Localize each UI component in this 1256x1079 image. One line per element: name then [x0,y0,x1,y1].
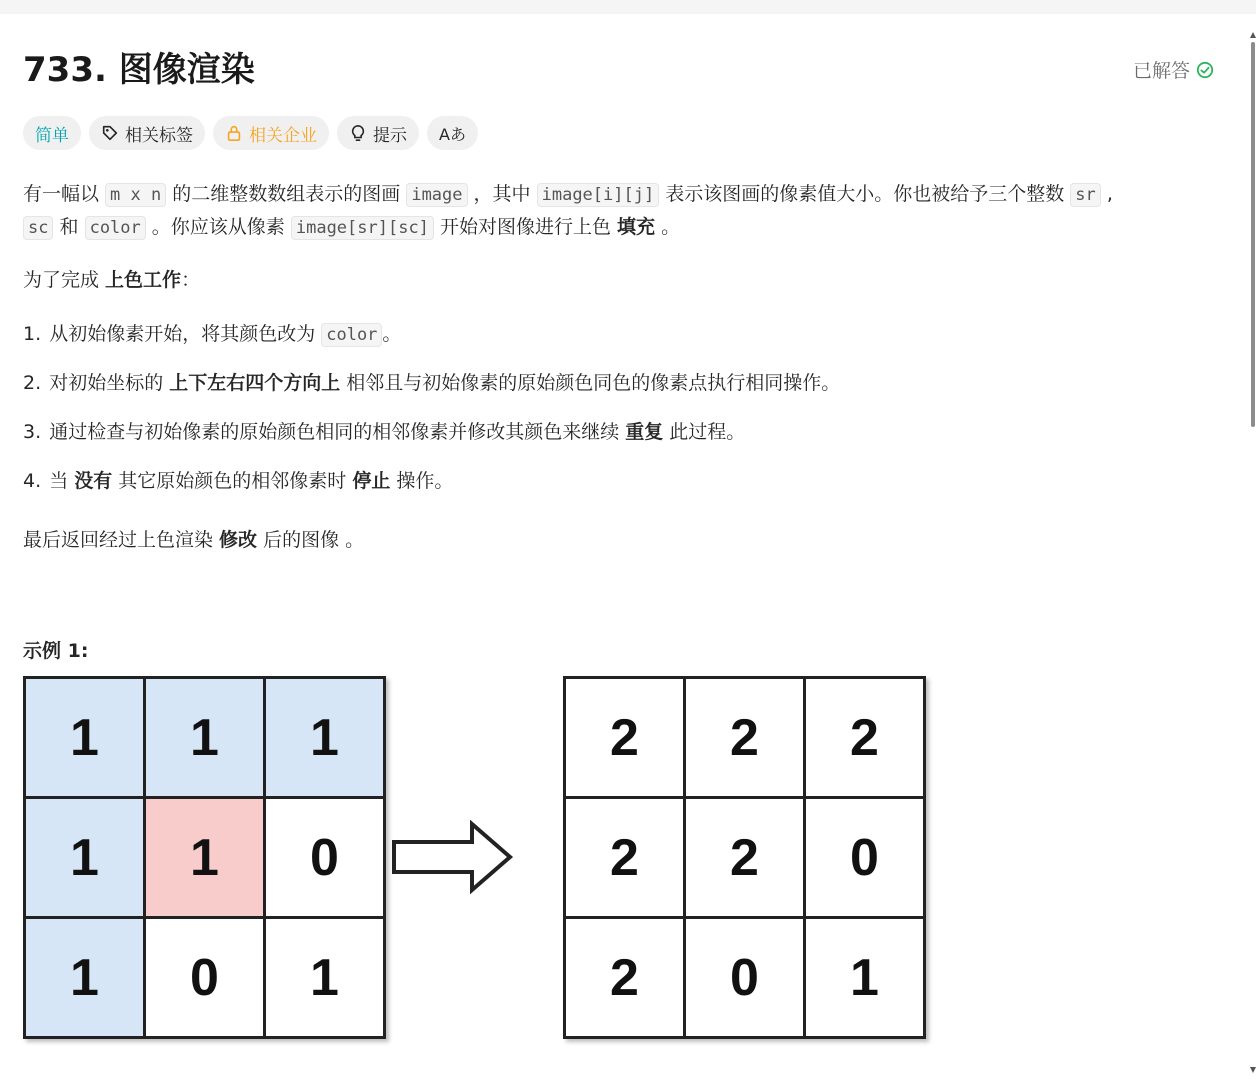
desc-text: 通过检查与初始像素的原始颜色相同的相邻像素并修改其颜色来继续 [49,421,626,443]
desc-text: ，其中 [467,183,537,205]
scrollbar[interactable] [1250,14,1256,1079]
desc-text: 有一幅以 [23,183,106,205]
desc-text: 和 [53,216,85,238]
scroll-thumb[interactable] [1251,42,1255,427]
grid-cell-start: 1 [146,799,266,919]
hint-label: 提示 [373,125,407,146]
related-companies-tag[interactable] [213,116,329,150]
right-arrow-icon [390,820,515,895]
desc-text: 。 [655,216,681,238]
grid-cell: 1 [806,919,926,1039]
description-paragraph-2 [23,264,200,296]
desc-text: 后的图像 。 [257,529,365,551]
grid-cell: 1 [266,679,386,799]
related-topics-label: 相关标签 [125,125,193,146]
desc-text: 此过程。 [663,421,746,443]
steps-list [23,318,840,514]
desc-text: 最后返回经过上色渲染 [23,529,220,551]
list-item [23,465,840,514]
desc-text: 其它原始颜色的相邻像素时 [112,470,353,492]
solved-status-label: 已解答 [1133,60,1191,82]
code-image-sr-sc: image[sr][sc] [291,216,434,240]
tag-bar [23,116,478,150]
desc-bold: 停止 [352,470,391,492]
check-circle-icon [1196,61,1214,79]
grid-cell: 1 [26,679,146,799]
desc-text: 从初始像素开始，将其颜色改为 [49,323,322,345]
grid-cell: 0 [686,919,806,1039]
list-number: 1. [23,323,42,345]
list-number: 3. [23,421,42,443]
scroll-up-arrow-icon[interactable] [1250,32,1256,38]
font-size-icon: Aあ [439,124,466,144]
grid-cell: 2 [566,679,686,799]
grid-cell: 2 [806,679,926,799]
list-item [23,318,840,367]
desc-text: 为了完成 [23,269,106,291]
problem-title: 733. 图像渲染 [23,50,255,90]
desc-text: 相邻且与初始像素的原始颜色同色的像素点执行相同操作。 [340,372,841,394]
description-paragraph-3 [23,524,364,556]
desc-bold: 填充 [617,216,656,238]
tag-icon [101,124,119,142]
grid-cell: 1 [266,919,386,1039]
desc-text: 的二维整数数组表示的图画 [166,183,407,205]
example-input-image [23,676,386,1039]
grid-cell: 1 [146,679,266,799]
code-sr: sr [1070,183,1100,207]
code-image-i-j: image[i][j] [537,183,660,207]
related-topics-tag[interactable] [89,116,205,150]
code-color: color [321,323,382,347]
grid-cell: 2 [686,679,806,799]
difficulty-label: 简单 [35,125,69,146]
grid-cell: 0 [266,799,386,919]
hint-tag[interactable] [337,116,419,150]
top-bar [0,0,1256,14]
code-color: color [85,216,146,240]
lock-icon [225,124,243,142]
desc-text: 。你应该从像素 [145,216,291,238]
list-number: 4. [23,470,42,492]
grid-cell: 1 [26,919,146,1039]
grid-cell: 2 [566,919,686,1039]
code-sc: sc [23,216,53,240]
desc-bold: 上色工作 [105,269,182,291]
code-m-x-n: m x n [105,183,166,207]
desc-text: , [1100,183,1113,205]
related-companies-label: 相关企业 [249,125,317,146]
grid-cell: 0 [146,919,266,1039]
example-output-image [563,676,926,1039]
font-size-button[interactable] [427,116,478,150]
grid-cell: 2 [686,799,806,919]
desc-text: 。 [382,323,402,345]
grid-cell: 0 [806,799,926,919]
desc-bold: 没有 [74,470,113,492]
code-image: image [406,183,467,207]
desc-bold: 上下左右四个方向上 [169,372,341,394]
desc-text: ： [181,269,201,291]
list-item [23,367,840,416]
desc-text: 当 [49,470,75,492]
example-heading: 示例 1: [23,640,89,662]
desc-bold: 修改 [219,529,258,551]
solved-status [1133,56,1214,83]
list-number: 2. [23,372,42,394]
list-item [23,416,840,465]
desc-text: 操作。 [390,470,454,492]
lightbulb-icon [349,124,367,142]
desc-text: 开始对图像进行上色 [433,216,618,238]
desc-text: 表示该图画的像素值大小。你也被给予三个整数 [659,183,1071,205]
desc-bold: 重复 [625,421,664,443]
desc-text: 对初始坐标的 [49,372,170,394]
grid-cell: 1 [26,799,146,919]
description-paragraph-1 [23,178,1213,244]
scroll-down-arrow-icon[interactable] [1250,1067,1256,1073]
difficulty-tag[interactable] [23,116,81,150]
grid-cell: 2 [566,799,686,919]
